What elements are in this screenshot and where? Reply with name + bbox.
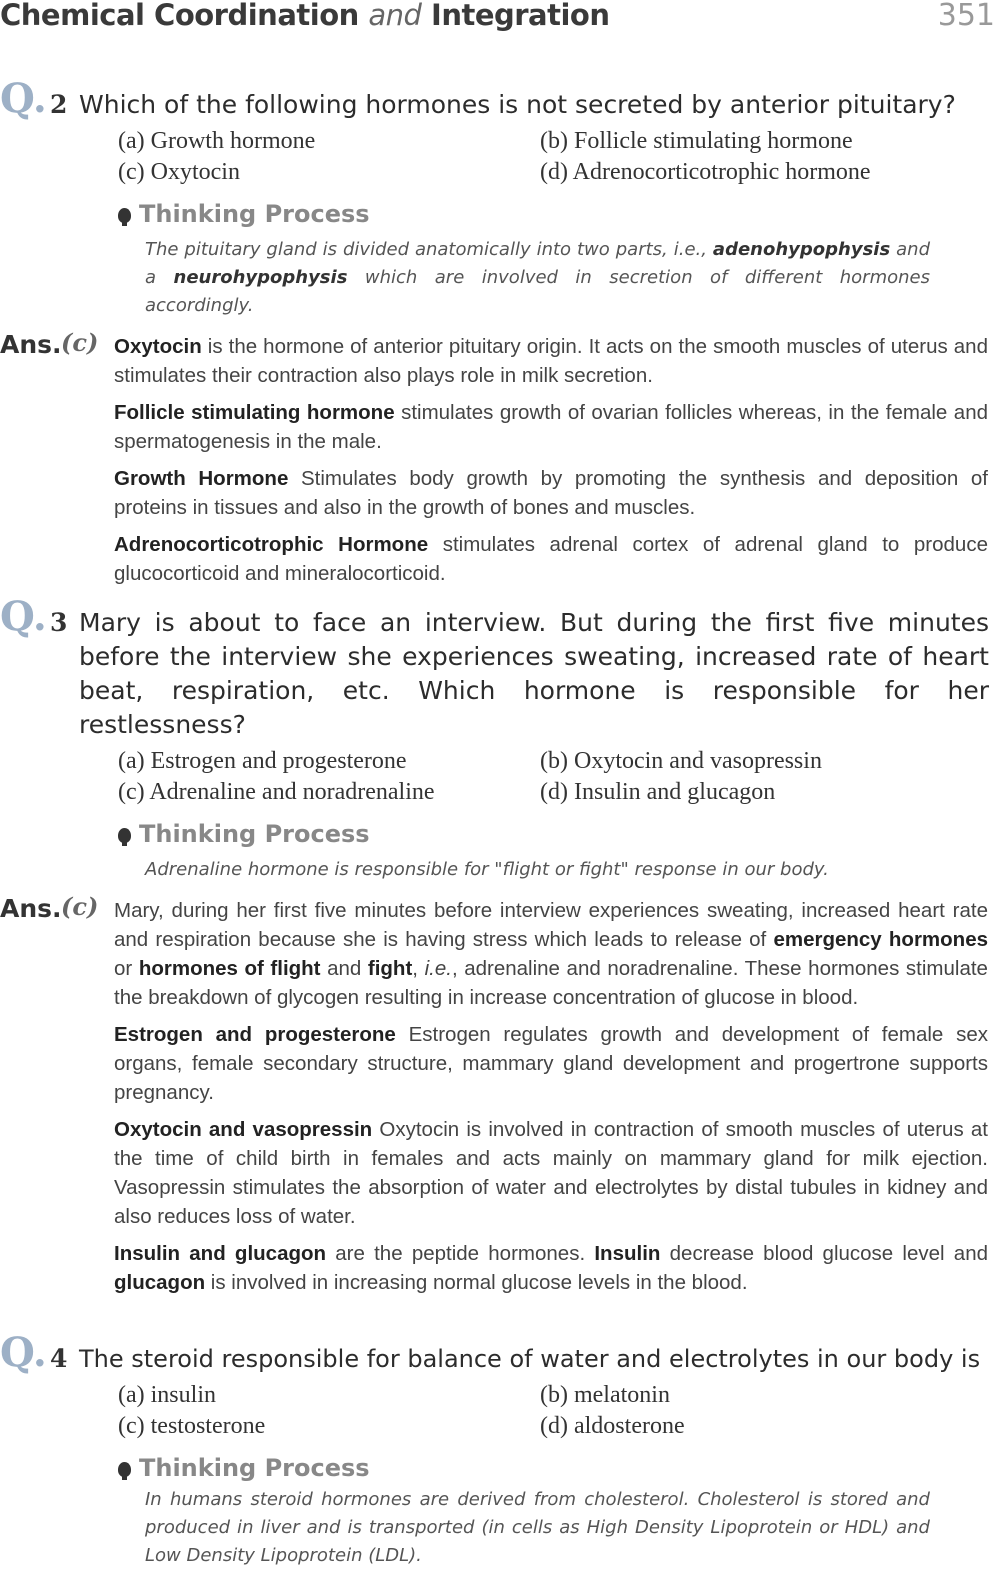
question-text: Which of the following hormones is not secreted by anterior pituitary? [79, 90, 956, 119]
question-text: Mary is about to face an interview. But during the first five minutes before the interview she experiences sweating, increased rate of heart beat, respiration, etc. Which hormone is responsible for her restlessness? [79, 608, 989, 739]
chapter-title: Chemical Coordination and Integration [0, 0, 610, 32]
answer-paragraph: Mary, during her first five minutes before interview experiences sweating, increased heart rate and respiration because she is having stress which leads to release of emergency hormones or hormones of flight and fight, i.e., adrenaline and noradrenaline. These hormones stimulate the breakdown of glycogen resulting in increase concentration of glucose in blood. [114, 899, 988, 1009]
question-mark: Q. [0, 75, 47, 122]
answer-option: (c) [61, 892, 99, 921]
page-number: 351 [937, 0, 995, 33]
lightbulb-icon [118, 828, 131, 843]
question-4 [0, 1329, 999, 1570]
question-text: The steroid responsible for balance of water and electrolytes in our body is [79, 1345, 981, 1373]
lightbulb-icon [118, 208, 131, 223]
option-d: (d) Adrenocorticotrophic hormone [540, 159, 871, 185]
option-a: (a) Estrogen and progesterone [118, 748, 407, 774]
option-b: (b) melatonin [540, 1382, 670, 1408]
thinking-process-text: Adrenaline hormone is responsible for "flight or fight" response in our body. [145, 859, 829, 880]
answer-label: Ans. [0, 330, 62, 359]
option-d: (d) Insulin and glucagon [540, 779, 776, 805]
option-a: (a) insulin [118, 1382, 216, 1408]
option-c: (c) Adrenaline and noradrenaline [118, 779, 435, 805]
thinking-process-heading: Thinking Process [118, 816, 999, 852]
question-number: 4 [50, 1344, 68, 1373]
question-number: 3 [50, 608, 68, 637]
answer-paragraph: Estrogen and progesterone Estrogen regulates growth and development of female sex organs, female secondary structure, mammary gland development and progertrone supports pregnancy. [114, 1023, 988, 1104]
answer [0, 328, 999, 588]
answer-paragraph: Growth Hormone Stimulates body growth by promoting the synthesis and deposition of proteins in tissues and also in the growth of bones and muscles. [114, 467, 988, 519]
answer-paragraph: Oxytocin is the hormone of anterior pituitary origin. It acts on the smooth muscles of uterus and stimulates their contraction also plays role in milk secretion. [114, 335, 988, 387]
option-c: (c) Oxytocin [118, 159, 240, 185]
option-b: (b) Oxytocin and vasopressin [540, 748, 822, 774]
options [118, 1380, 988, 1442]
answer [0, 892, 999, 1297]
answer-paragraph: Adrenocorticotrophic Hormone stimulates adrenal cortex of adrenal gland to produce glucocorticoid and mineralocorticoid. [114, 533, 988, 585]
thinking-process-heading: Thinking Process [118, 1450, 999, 1486]
options [118, 126, 988, 188]
question-mark: Q. [0, 593, 47, 640]
thinking-process-heading: Thinking Process [118, 196, 999, 232]
thinking-process-text: In humans steroid hormones are derived from cholesterol. Cholesterol is stored and produced in liver and is transported (in cells as High Density Lipoprotein or HDL) and Low Density Lipoprotein (LDL). [145, 1489, 930, 1566]
lightbulb-icon [118, 1462, 131, 1477]
answer-paragraph: Oxytocin and vasopressin Oxytocin is involved in contraction of smooth muscles of uterus at the time of child birth in females and acts mainly on mammary gland for milk ejection. Vasopressin stimulates the absorption of water and electrolytes by distal tubules in kidney and also reduces loss of water. [114, 1118, 989, 1228]
answer-paragraph: Follicle stimulating hormone stimulates growth of ovarian follicles whereas, in the female and spermatogenesis in the male. [114, 401, 988, 453]
answer-option: (c) [61, 328, 99, 357]
question-stem [0, 1329, 999, 1376]
question-stem [0, 75, 999, 122]
question-stem [0, 593, 999, 742]
options [118, 746, 988, 808]
question-mark: Q. [0, 1329, 47, 1376]
thinking-process-text: The pituitary gland is divided anatomically into two parts, i.e., adenohypophysis and a neurohypophysis which are involved in secretion of different hormones accordingly. [145, 239, 930, 316]
option-b: (b) Follicle stimulating hormone [540, 128, 853, 154]
question-number: 2 [50, 90, 68, 119]
answer-paragraph: Insulin and glucagon are the peptide hormones. Insulin decrease blood glucose level and glucagon is involved in increasing normal glucose levels in the blood. [114, 1242, 989, 1294]
question-2 [0, 75, 999, 596]
option-a: (a) Growth hormone [118, 128, 316, 154]
answer-label: Ans. [0, 894, 62, 923]
option-d: (d) aldosterone [540, 1413, 685, 1439]
question-3 [0, 593, 999, 1305]
page-header [0, 0, 999, 38]
option-c: (c) testosterone [118, 1413, 266, 1439]
